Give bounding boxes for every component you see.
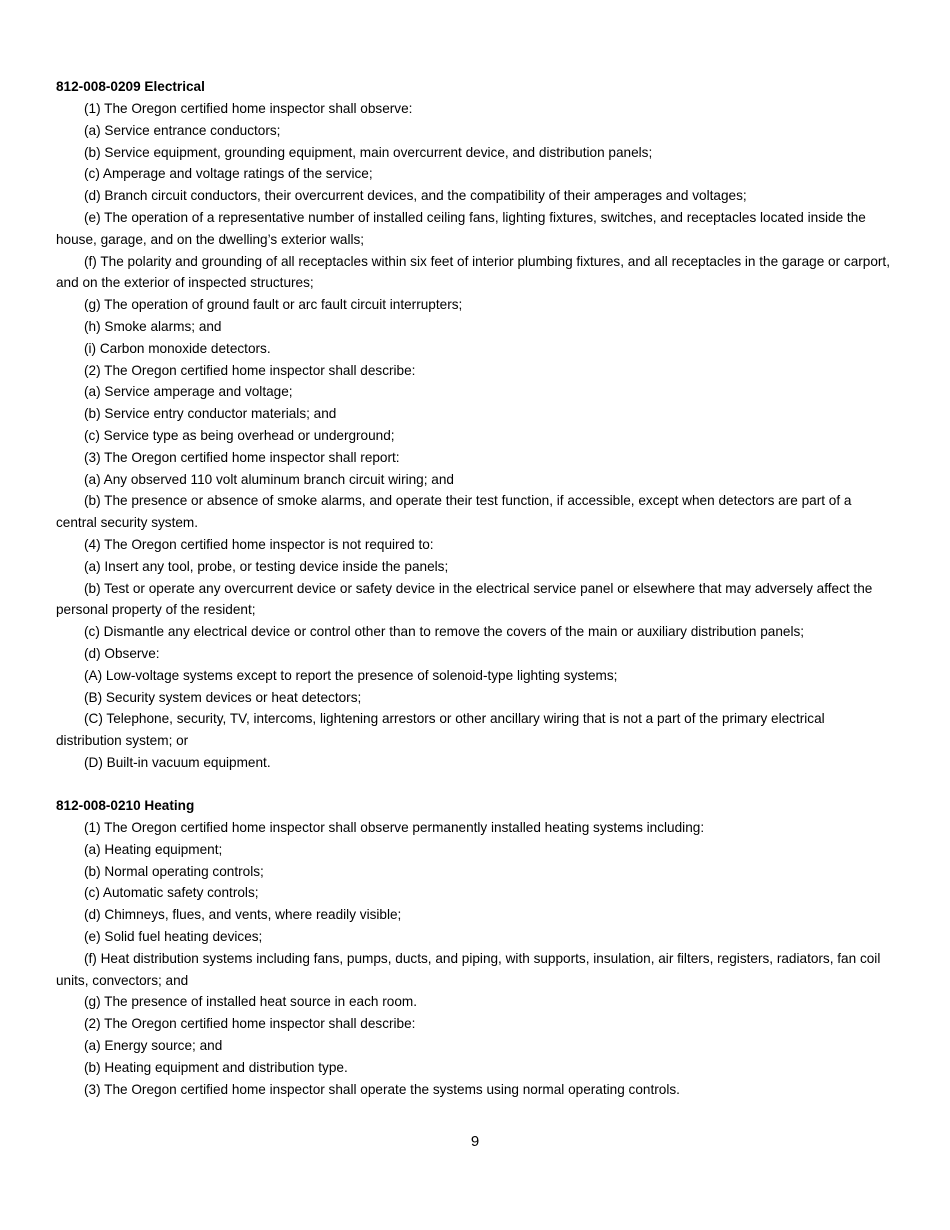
paragraph: (d) Branch circuit conductors, their overcurrent devices, and the compatibility of their amperages and voltages; [84,188,747,204]
paragraph: (e) Solid fuel heating devices; [84,928,263,944]
paragraph: (b) Service entry conductor materials; and [84,406,337,422]
paragraph: (b) Test or operate any overcurrent device or safety device in the electrical service panel or elsewhere that may adversely affect the personal property of the resident; [56,580,873,618]
paragraph: (c) Automatic safety controls; [84,885,259,901]
section-paragraphs [56,817,894,1100]
paragraph: (B) Security system devices or heat detectors; [84,689,362,705]
paragraph: (2) The Oregon certified home inspector shall describe: [84,362,416,378]
paragraph: (h) Smoke alarms; and [84,318,222,334]
paragraph: (a) Insert any tool, probe, or testing device inside the panels; [84,558,449,574]
paragraph: (g) The presence of installed heat source in each room. [84,994,417,1010]
paragraph: (c) Service type as being overhead or underground; [84,427,395,443]
paragraph: (3) The Oregon certified home inspector shall report: [84,449,400,465]
paragraph: (D) Built-in vacuum equipment. [84,754,271,770]
paragraph: (a) Any observed 110 volt aluminum branch circuit wiring; and [84,471,454,487]
paragraph: (a) Heating equipment; [84,841,223,857]
paragraph: (e) The operation of a representative number of installed ceiling fans, lighting fixtures, switches, and receptacles located inside the house, garage, and on the dwelling’s exterior walls; [56,209,866,247]
section-electrical [56,76,894,774]
paragraph: (1) The Oregon certified home inspector shall observe: [84,101,413,116]
paragraph: (d) Observe: [84,645,160,661]
paragraph: (g) The operation of ground fault or arc fault circuit interrupters; [84,297,463,313]
paragraph: (c) Dismantle any electrical device or control other than to remove the covers of the main or auxiliary distribution panels; [84,624,805,640]
paragraph: (C) Telephone, security, TV, intercoms, lightening arrestors or other ancillary wiring that is not a part of the primary electrical distribution system; or [56,711,825,749]
section-paragraphs [56,98,894,774]
paragraph: (a) Service amperage and voltage; [84,384,293,400]
paragraph: (4) The Oregon certified home inspector is not required to: [84,536,434,552]
paragraph: (a) Energy source; and [84,1037,223,1053]
paragraph: (b) Service equipment, grounding equipment, main overcurrent device, and distribution panels; [84,144,653,160]
section-heading: 812-008-0209 Electrical [56,79,205,94]
paragraph: (b) The presence or absence of smoke alarms, and operate their test function, if accessible, except when detectors are part of a central security system. [56,493,852,531]
paragraph: (d) Chimneys, flues, and vents, where readily visible; [84,907,402,923]
section-heading: 812-008-0210 Heating [56,798,195,813]
paragraph: (c) Amperage and voltage ratings of the service; [84,166,373,182]
paragraph: (a) Service entrance conductors; [84,122,281,138]
paragraph: (f) Heat distribution systems including fans, pumps, ducts, and piping, with supports, insulation, air filters, registers, radiators, fan coil units, convectors; and [56,950,881,988]
paragraph: (1) The Oregon certified home inspector shall observe permanently installed heating systems including: [84,820,705,835]
section-heating [56,795,894,1100]
paragraph: (2) The Oregon certified home inspector shall describe: [84,1016,416,1032]
paragraph: (i) Carbon monoxide detectors. [84,340,271,356]
paragraph: (f) The polarity and grounding of all receptacles within six feet of interior plumbing fixtures, and all receptacles in the garage or carport, and on the exterior of inspected structures; [56,253,890,291]
paragraph: (A) Low-voltage systems except to report the presence of solenoid-type lighting systems; [84,667,618,683]
paragraph: (b) Normal operating controls; [84,863,264,879]
paragraph: (b) Heating equipment and distribution type. [84,1059,348,1075]
paragraph: (3) The Oregon certified home inspector shall operate the systems using normal operating controls. [84,1081,680,1097]
page-number: 9 [470,1133,480,1150]
